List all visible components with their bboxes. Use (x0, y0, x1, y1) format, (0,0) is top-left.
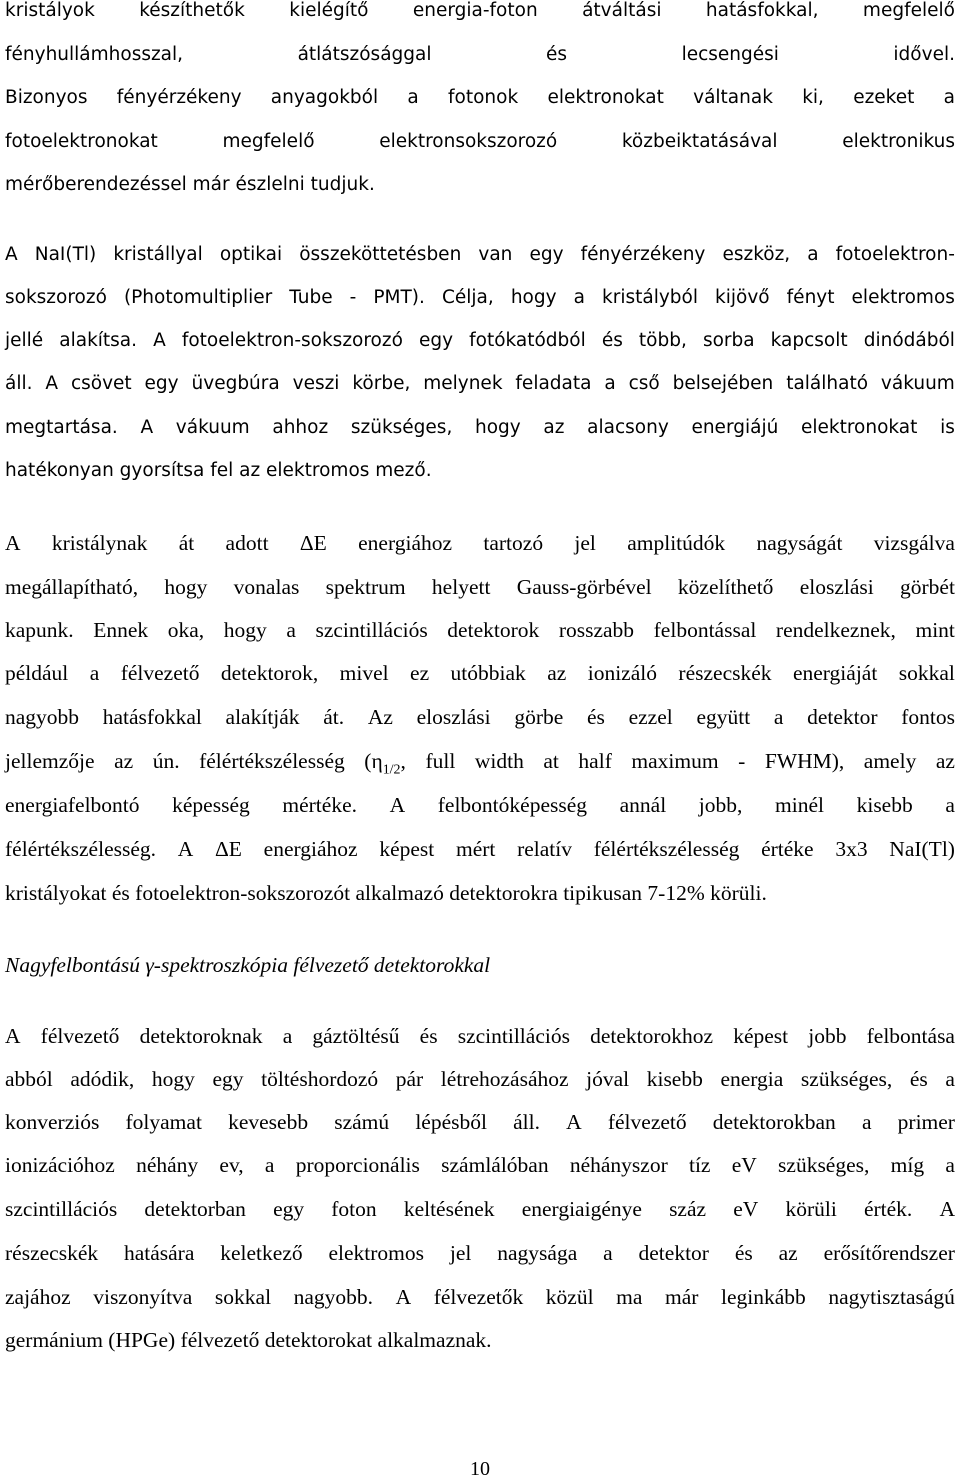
text-line: fényhullámhosszal, átlátszósággal és lecsengési idővel. (5, 44, 955, 65)
text-line: sokszorozó (Photomultiplier Tube - PMT). Célja, hogy a kristályból kijövő fényt elektromos (5, 287, 955, 308)
text-line: konverziós folyamat kevesebb számú lépésből áll. A félvezető detektorokban a primer (5, 1110, 955, 1134)
text-line: A NaI(Tl) kristállyal optikai összeköttetésben van egy fényérzékeny eszköz, a fotoelektron- (5, 244, 955, 265)
text-line: például a félvezető detektorok, mivel ez utóbbiak az ionizáló részecskék energiáját sokkal (5, 661, 955, 685)
text-line: hatékonyan gyorsítsa fel az elektromos mező. (5, 460, 432, 481)
text-line: megállapítható, hogy vonalas spektrum helyett Gauss-görbével közelíthető eloszlási görbét (5, 575, 955, 599)
text-line: áll. A csövet egy üvegbúra veszi körbe, melynek feladata a cső belsejében található vákuum (5, 373, 955, 394)
text-line: fotoelektronokat megfelelő elektronsokszorozó közbeiktatásával elektronikus (5, 131, 955, 152)
text-line: abból adódik, hogy egy töltéshordozó pár létrehozásához jóval kisebb energia szükséges, és a (5, 1067, 955, 1091)
page-number: 10 (470, 1458, 490, 1480)
text-line: kristályok készíthetők kielégítő energia-foton átváltási hatásfokkal, megfelelő (5, 0, 955, 21)
text-line: zajához viszonyítva sokkal nagyobb. A félvezetők közül ma már leginkább nagytisztaságú (5, 1285, 955, 1309)
text-line: szcintillációs detektorban egy foton keltésének energiaigénye száz eV körüli érték. A (5, 1197, 955, 1221)
text-line: mérőberendezéssel már észlelni tudjuk. (5, 174, 375, 195)
text-line: kristályokat és fotoelektron-sokszorozót alkalmazó detektorokra tipikusan 7-12% körüli. (5, 881, 767, 905)
section-heading: Nagyfelbontású γ-spektroszkópia félvezető detektorokkal (5, 953, 491, 977)
text-line: jellé alakítsa. A fotoelektron-sokszorozó egy fotókatódból és több, sorba kapcsolt dinódából (5, 330, 955, 351)
text-line: kapunk. Ennek oka, hogy a szcintillációs detektorok rosszabb felbontással rendelkeznek, mint (5, 618, 955, 642)
text-line: jellemzője az ún. félértékszélesség ($\eta_{1/2}$, full width at half maximum - FWHM), amely az (5, 749, 955, 778)
text-line: ionizációhoz néhány ev, a proporcionális számlálóban néhányszor tíz eV szükséges, míg a (5, 1153, 955, 1177)
text-line: megtartása. A vákuum ahhoz szükséges, hogy az alacsony energiájú elektronokat is (5, 417, 955, 438)
text-line: A félvezető detektoroknak a gáztöltésű és szcintillációs detektorokhoz képest jobb felbontása (5, 1024, 955, 1048)
text-line: részecskék hatására keletkező elektromos jel nagysága a detektor és az erősítőrendszer (5, 1241, 955, 1265)
text-line: nagyobb hatásfokkal alakítják át. Az eloszlási görbe és ezzel együtt a detektor fontos (5, 705, 955, 729)
text-line: Bizonyos fényérzékeny anyagokból a fotonok elektronokat váltanak ki, ezeket a (5, 87, 955, 108)
text-line: félértékszélesség. A ΔE energiához képest mért relatív félértékszélesség értéke 3x3 NaI(Tl) (5, 837, 955, 861)
text-line: A kristálynak át adott ΔE energiához tartozó jel amplitúdók nagyságát vizsgálva (5, 531, 955, 555)
text-line: energiafelbontó képesség mértéke. A felbontóképesség annál jobb, minél kisebb a (5, 793, 955, 817)
text-line: germánium (HPGe) félvezető detektorokat alkalmaznak. (5, 1328, 492, 1352)
